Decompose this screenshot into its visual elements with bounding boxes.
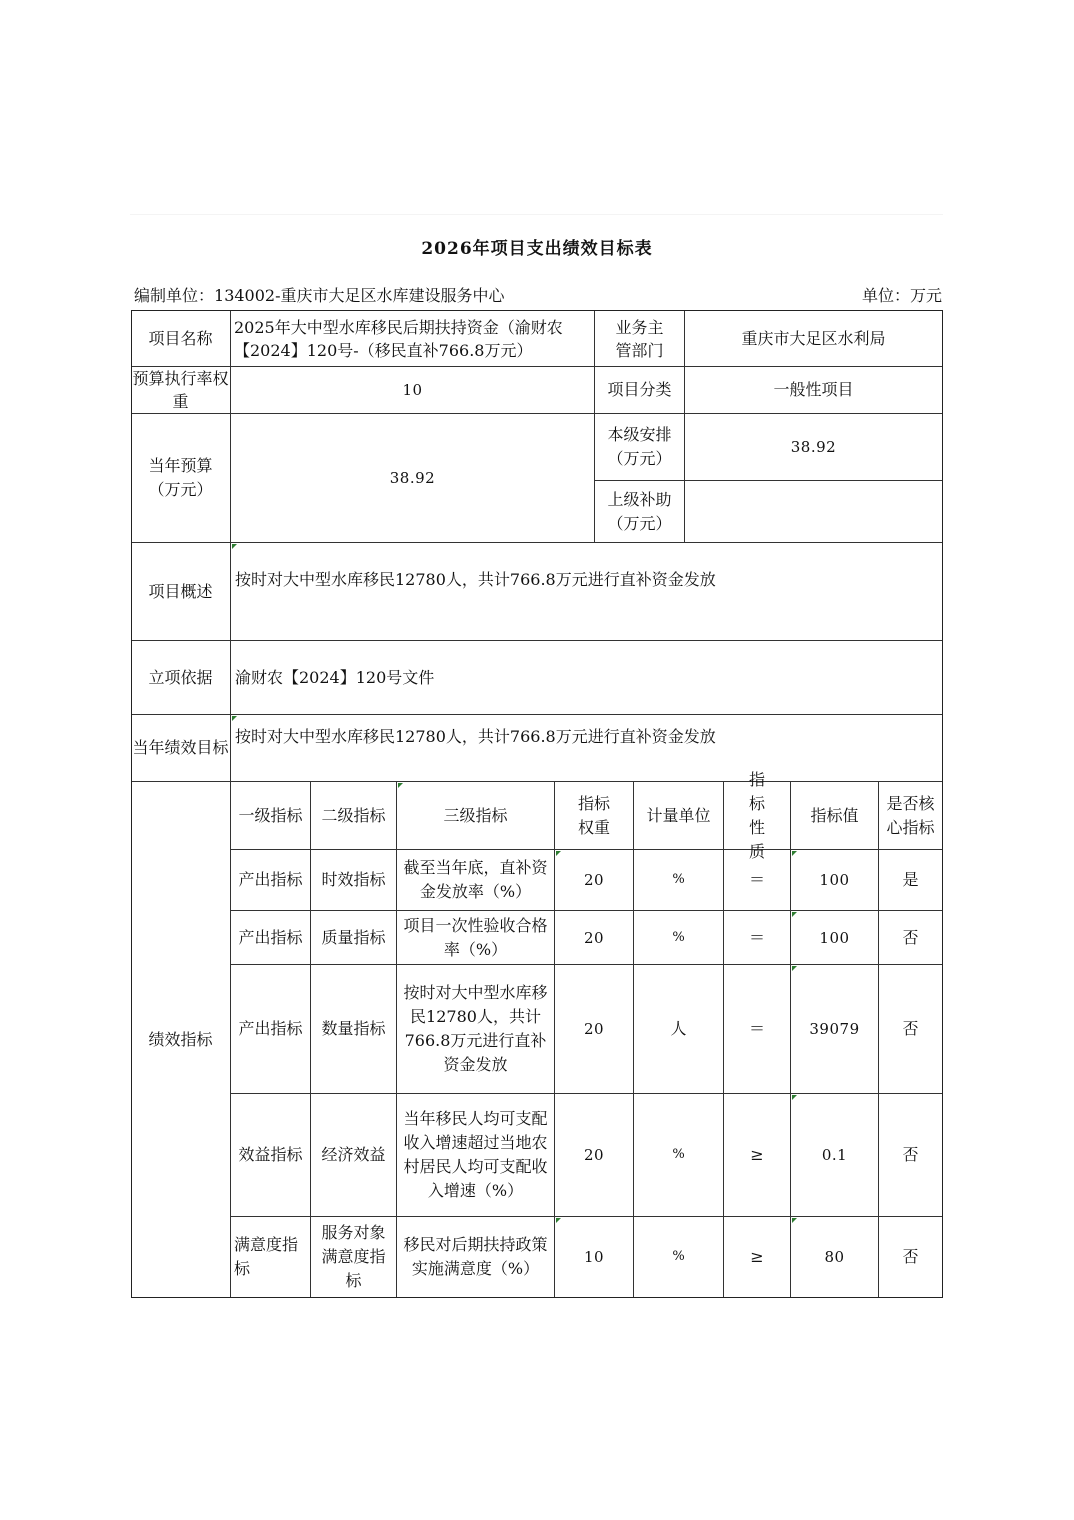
superior-subsidy-label: 上级补助（万元） — [595, 481, 685, 543]
cell-marker-icon — [792, 1095, 797, 1100]
indicator-target-value: 0.1 — [791, 1094, 879, 1217]
cell-marker-icon — [792, 1218, 797, 1223]
indicator-weight: 20 — [555, 911, 634, 965]
indicator-unit: % — [634, 1217, 724, 1298]
indicator-target-value: 100 — [791, 850, 879, 911]
indicator-nature: ＝ — [724, 911, 791, 965]
indicator-level2: 质量指标 — [311, 911, 397, 965]
level1-header: 一级指标 — [231, 782, 311, 850]
basis-value: 渝财农【2024】120号文件 — [231, 641, 943, 715]
indicator-weight: 20 — [555, 965, 634, 1094]
compiling-unit — [134, 283, 505, 306]
exec-weight-label: 预算执行率权重 — [131, 367, 231, 414]
overview-value: 按时对大中型水库移民12780人，共计766.8万元进行直补资金发放 — [231, 543, 943, 641]
indicator-is-core: 否 — [879, 1094, 943, 1217]
indicator-is-core: 否 — [879, 911, 943, 965]
cell-marker-icon — [232, 544, 237, 549]
page-title: 2026年项目支出绩效目标表 — [421, 239, 653, 259]
superior-subsidy-value — [685, 481, 943, 543]
local-budget-value: 38.92 — [685, 414, 943, 481]
cell-marker-icon — [792, 851, 797, 856]
project-name-label: 项目名称 — [131, 310, 231, 367]
level2-header: 二级指标 — [311, 782, 397, 850]
dept-value: 重庆市大足区水利局 — [685, 310, 943, 367]
indicator-unit: % — [634, 911, 724, 965]
indicator-nature: ＝ — [724, 850, 791, 911]
indicator-target-value: 80 — [791, 1217, 879, 1298]
local-budget-label: 本级安排（万元） — [595, 414, 685, 481]
overview-label: 项目概述 — [131, 543, 231, 641]
indicator-unit: 人 — [634, 965, 724, 1094]
currency-unit-value: 万元 — [909, 286, 942, 305]
project-name-value: 2025年大中型水库移民后期扶持资金（渝财农【2024】120号-（移民直补766.8万元） — [231, 310, 595, 367]
cell-marker-icon — [792, 912, 797, 917]
level3-header: 三级指标 — [397, 782, 555, 850]
basis-label: 立项依据 — [131, 641, 231, 715]
indicator-is-core: 否 — [879, 965, 943, 1094]
exec-weight-value: 10 — [231, 367, 595, 414]
indicator-nature: ＝ — [724, 965, 791, 1094]
cell-marker-icon — [398, 783, 403, 788]
indicator-weight: 20 — [555, 850, 634, 911]
indicator-unit: % — [634, 1094, 724, 1217]
category-label: 项目分类 — [595, 367, 685, 414]
page-top-rule — [130, 214, 943, 215]
indicator-level1: 效益指标 — [231, 1094, 311, 1217]
indicator-level3: 移民对后期扶持政策实施满意度（%） — [397, 1217, 555, 1298]
compiling-unit-value: 134002-重庆市大足区水库建设服务中心 — [214, 286, 505, 305]
goal-label: 当年绩效目标 — [131, 715, 231, 782]
indicator-level2: 时效指标 — [311, 850, 397, 911]
weight-header: 指标权重 — [555, 782, 634, 850]
indicator-level3: 项目一次性验收合格率（%） — [397, 911, 555, 965]
unit-header: 计量单位 — [634, 782, 724, 850]
indicator-level2: 服务对象满意度指标 — [311, 1217, 397, 1298]
indicator-target-value: 39079 — [791, 965, 879, 1094]
currency-unit — [862, 283, 942, 306]
indicator-nature: ≥ — [724, 1094, 791, 1217]
indicators-section-label: 绩效指标 — [131, 782, 231, 1298]
budget-label: 当年预算（万元） — [131, 414, 231, 543]
dept-label: 业务主管部门 — [595, 310, 685, 367]
indicator-level3: 截至当年底，直补资金发放率（%） — [397, 850, 555, 911]
indicator-level1: 产出指标 — [231, 850, 311, 911]
indicator-target-value: 100 — [791, 911, 879, 965]
cell-marker-icon — [792, 966, 797, 971]
budget-value: 38.92 — [231, 414, 595, 543]
indicator-is-core: 是 — [879, 850, 943, 911]
cell-marker-icon — [556, 1218, 561, 1223]
indicator-level1: 产出指标 — [231, 965, 311, 1094]
indicator-level3: 当年移民人均可支配收入增速超过当地农村居民人均可支配收入增速（%） — [397, 1094, 555, 1217]
indicator-is-core: 否 — [879, 1217, 943, 1298]
indicator-level3: 按时对大中型水库移民12780人，共计766.8万元进行直补资金发放 — [397, 965, 555, 1094]
indicator-unit: % — [634, 850, 724, 911]
indicator-weight: 20 — [555, 1094, 634, 1217]
indicator-level1: 满意度指标 — [231, 1217, 311, 1298]
indicator-nature: ≥ — [724, 1217, 791, 1298]
value-header: 指标值 — [791, 782, 879, 850]
indicator-level1: 产出指标 — [231, 911, 311, 965]
core-header: 是否核心指标 — [879, 782, 943, 850]
compiling-unit-label: 编制单位： — [134, 286, 215, 305]
cell-marker-icon — [556, 851, 561, 856]
indicator-weight: 10 — [555, 1217, 634, 1298]
goal-value: 按时对大中型水库移民12780人，共计766.8万元进行直补资金发放 — [231, 715, 943, 782]
indicator-level2: 数量指标 — [311, 965, 397, 1094]
nature-header: 指标性质 — [724, 782, 791, 850]
currency-unit-label: 单位： — [861, 286, 910, 305]
category-value: 一般性项目 — [685, 367, 943, 414]
cell-marker-icon — [232, 716, 237, 721]
indicator-level2: 经济效益 — [311, 1094, 397, 1217]
